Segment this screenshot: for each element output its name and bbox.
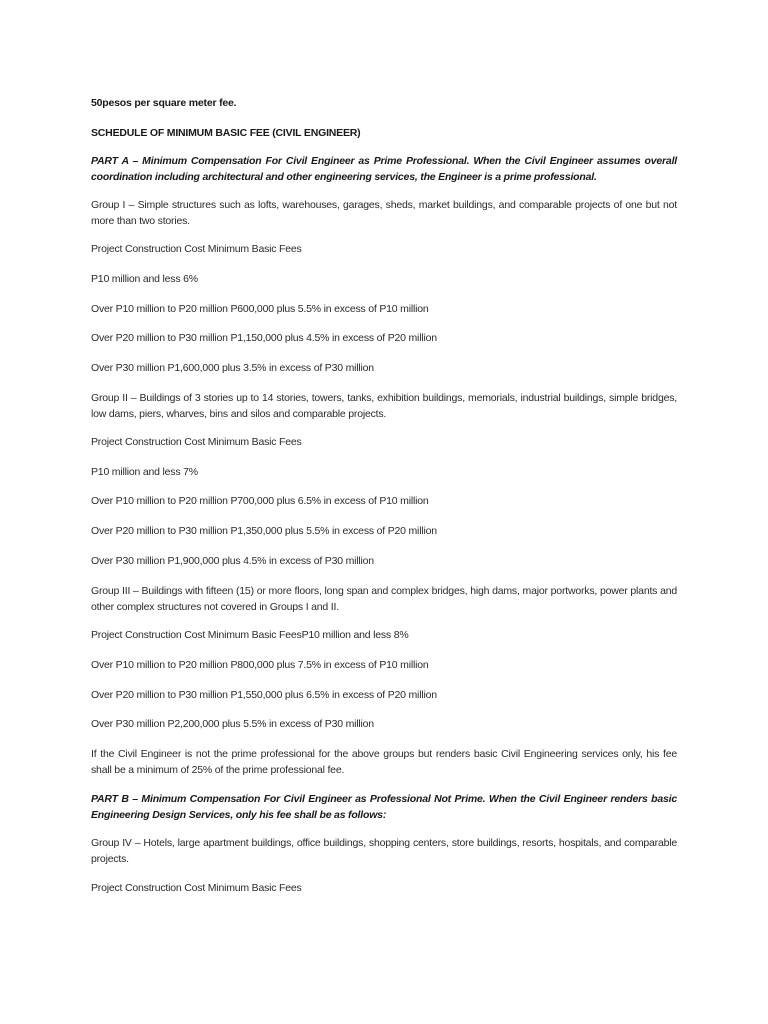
group-4-table-header: Project Construction Cost Minimum Basic Fees — [91, 882, 302, 894]
group-3-row: Over P20 million to P30 million P1,550,000 plus 6.5% in excess of P20 million — [91, 689, 437, 701]
group-1-row: Over P30 million P1,600,000 plus 3.5% in excess of P30 million — [91, 362, 374, 374]
non-prime-note: If the Civil Engineer is not the prime professional for the above groups but renders basic Civil Engineering services only, his fee shall be a minimum of 25% of the prime professional fee. — [91, 748, 677, 776]
part-b-paragraph: PART B – Minimum Compensation For Civil Engineer as Professional Not Prime. When the Civil Engineer renders basic Engineering Design Services, only his fee shall be as follows: — [91, 793, 677, 821]
group-1-table-header: Project Construction Cost Minimum Basic Fees — [91, 243, 302, 255]
group-2-row: P10 million and less 7% — [91, 466, 198, 478]
group-1-row: P10 million and less 6% — [91, 273, 198, 285]
group-2-table-header: Project Construction Cost Minimum Basic Fees — [91, 436, 302, 448]
group-3-row: Over P30 million P2,200,000 plus 5.5% in excess of P30 million — [91, 718, 374, 730]
schedule-heading: SCHEDULE OF MINIMUM BASIC FEE (CIVIL ENGINEER) — [91, 127, 361, 139]
group-3-description: Group III – Buildings with fifteen (15) or more floors, long span and complex bridges, high dams, major portworks, power plants and other complex structures not covered in Groups I and II. — [91, 585, 677, 613]
group-2-row: Over P10 million to P20 million P700,000 plus 6.5% in excess of P10 million — [91, 495, 429, 507]
part-a-paragraph: PART A – Minimum Compensation For Civil Engineer as Prime Professional. When the Civil Engineer assumes overall coordination including architectural and other engineering services, the Engineer is a prime professional. — [91, 155, 677, 183]
intro-line: 50pesos per square meter fee. — [91, 97, 237, 109]
group-2-row: Over P20 million to P30 million P1,350,000 plus 5.5% in excess of P20 million — [91, 525, 437, 537]
group-3-row: Over P10 million to P20 million P800,000 plus 7.5% in excess of P10 million — [91, 659, 429, 671]
group-1-row: Over P20 million to P30 million P1,150,000 plus 4.5% in excess of P20 million — [91, 332, 437, 344]
group-3-table-header: Project Construction Cost Minimum Basic FeesP10 million and less 8% — [91, 629, 409, 641]
group-1-description: Group I – Simple structures such as lofts, warehouses, garages, sheds, market buildings, and comparable projects of one but not more than two stories. — [91, 199, 677, 227]
group-1-row: Over P10 million to P20 million P600,000 plus 5.5% in excess of P10 million — [91, 303, 429, 315]
group-2-description: Group II – Buildings of 3 stories up to 14 stories, towers, tanks, exhibition buildings, memorials, industrial buildings, simple bridges, low dams, piers, wharves, bins and silos and comparable projects. — [91, 392, 677, 420]
group-4-description: Group IV – Hotels, large apartment buildings, office buildings, shopping centers, store buildings, resorts, hospitals, and comparable projects. — [91, 837, 677, 865]
group-2-row: Over P30 million P1,900,000 plus 4.5% in excess of P30 million — [91, 555, 374, 567]
